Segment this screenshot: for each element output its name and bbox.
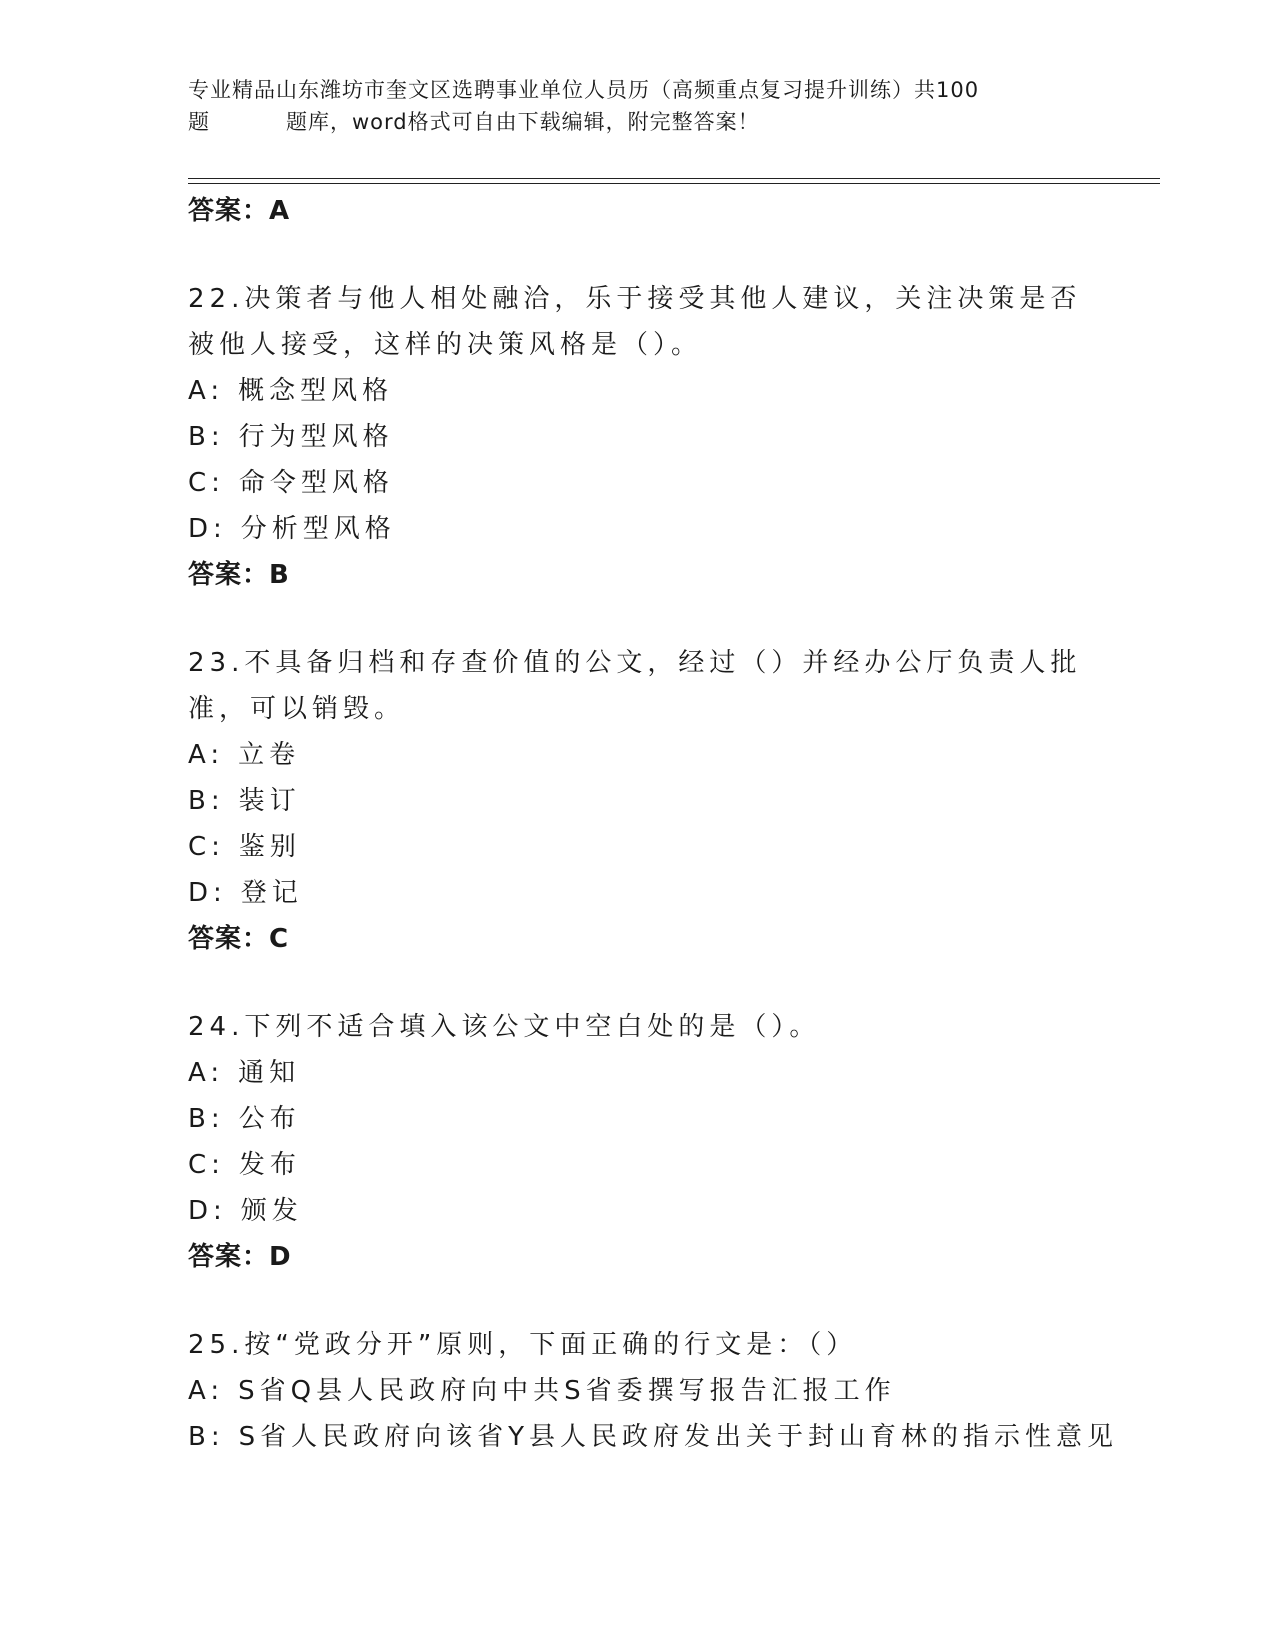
option-key: B: — [188, 1104, 225, 1134]
option-key: A: — [188, 376, 225, 406]
option-text: 概念型风格 — [238, 376, 394, 406]
option-key: C: — [188, 832, 225, 862]
header-line-2 — [188, 106, 1088, 138]
option-text: 通知 — [238, 1058, 301, 1088]
header-line-2-lead: 题 — [188, 110, 210, 134]
option-text: 登记 — [240, 878, 303, 908]
option-a — [188, 732, 1088, 778]
option-text: 鉴别 — [238, 832, 301, 862]
question-22 — [188, 276, 1088, 598]
option-key: A: — [188, 740, 225, 770]
header-line-2-text: 题库，word格式可自由下载编辑，附完整答案！ — [286, 110, 760, 134]
option-text: 行为型风格 — [238, 422, 394, 452]
option-key: B: — [188, 1422, 225, 1452]
option-b — [188, 1096, 1088, 1142]
option-a — [188, 1050, 1088, 1096]
question-text: 23.不具备归档和存查价值的公文，经过（）并经办公厅负责人批准，可以销毁。 — [188, 648, 1082, 724]
option-key: C: — [188, 468, 225, 498]
option-b — [188, 1414, 1118, 1460]
option-key: D: — [188, 514, 227, 544]
option-text: 立卷 — [238, 740, 301, 770]
option-d — [188, 506, 1088, 552]
question-25 — [188, 1322, 1118, 1460]
option-text: 颁发 — [240, 1196, 303, 1226]
option-a — [188, 1368, 1088, 1414]
header-divider-bottom — [188, 183, 1160, 184]
option-c — [188, 824, 1088, 870]
option-text: 发布 — [238, 1150, 301, 1180]
option-d — [188, 1188, 1088, 1234]
option-b — [188, 778, 1088, 824]
question-text: 25.按“党政分开”原则，下面正确的行文是：（） — [188, 1330, 858, 1360]
option-c — [188, 1142, 1088, 1188]
option-a — [188, 368, 1088, 414]
question-24 — [188, 1004, 1088, 1280]
option-key: D: — [188, 1196, 227, 1226]
question-list — [188, 188, 1118, 1460]
option-key: A: — [188, 1058, 225, 1088]
option-text: 命令型风格 — [238, 468, 394, 498]
option-key: B: — [188, 422, 225, 452]
option-text: 公布 — [238, 1104, 301, 1134]
option-d — [188, 870, 1088, 916]
option-text: 分析型风格 — [240, 514, 396, 544]
option-b — [188, 414, 1088, 460]
option-c — [188, 460, 1088, 506]
question-text: 24.下列不适合填入该公文中空白处的是（）。 — [188, 1012, 821, 1042]
answer-line: 答案：C — [188, 924, 290, 954]
question-23 — [188, 640, 1088, 962]
answer-line: 答案：D — [188, 1242, 292, 1272]
option-key: B: — [188, 786, 225, 816]
page-header — [188, 74, 1088, 138]
header-line-1: 专业精品山东潍坊市奎文区选聘事业单位人员历（高频重点复习提升训练）共100 — [188, 78, 980, 102]
option-key: D: — [188, 878, 227, 908]
option-key: C: — [188, 1150, 225, 1180]
previous-answer: 答案：A — [188, 196, 291, 226]
answer-line: 答案：B — [188, 560, 290, 590]
header-divider-top — [188, 178, 1160, 179]
option-text: 装订 — [238, 786, 301, 816]
option-text: S省人民政府向该省Y县人民政府发出关于封山育林的指示性意见 — [238, 1422, 1118, 1452]
option-key: A: — [188, 1376, 225, 1406]
question-text: 22.决策者与他人相处融洽，乐于接受其他人建议，关注决策是否被他人接受，这样的决策风格是（）。 — [188, 284, 1082, 360]
option-text: S省Q县人民政府向中共S省委撰写报告汇报工作 — [238, 1376, 896, 1406]
